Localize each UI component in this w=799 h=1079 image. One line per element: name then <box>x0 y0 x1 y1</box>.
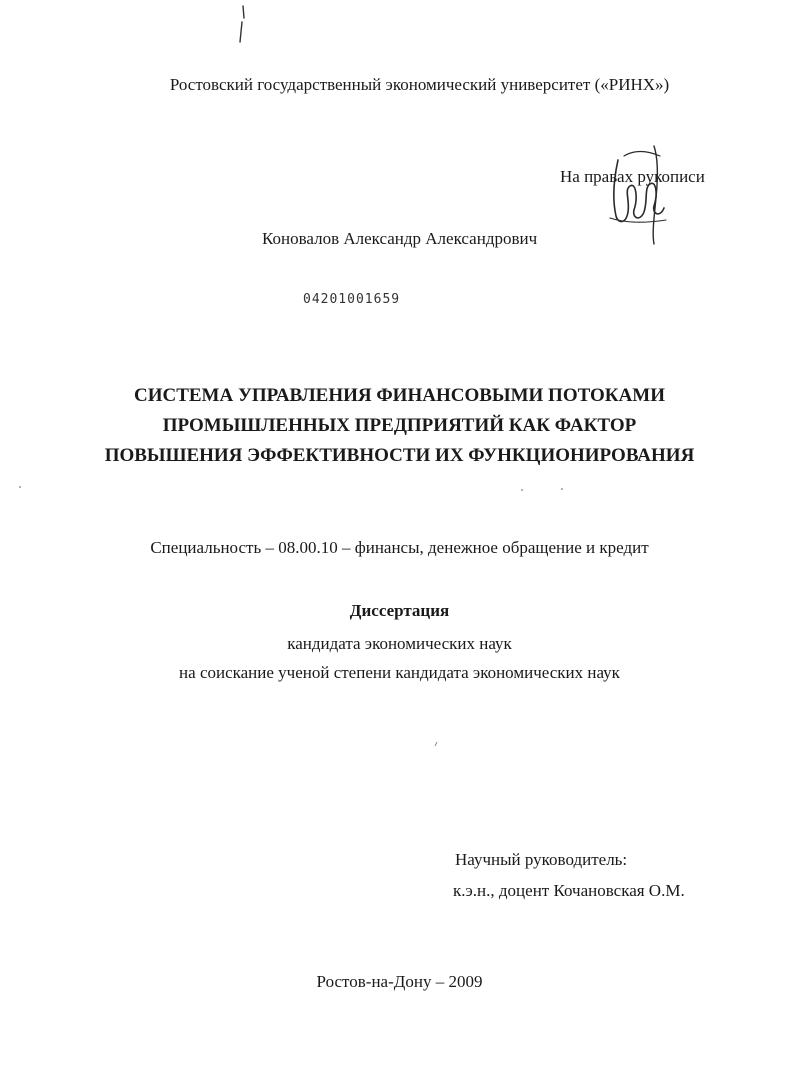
catalog-number: 04201001659 <box>303 292 401 307</box>
scan-mark-top <box>236 4 250 46</box>
university-name: Ростовский государственный экономический университет («РИНХ») <box>169 75 670 94</box>
title-line: СИСТЕМА УПРАВЛЕНИЯ ФИНАНСОВЫМИ ПОТОКАМИ <box>133 385 666 406</box>
signature-icon <box>604 138 674 248</box>
manuscript-label: На правах рукописи <box>560 167 705 186</box>
title-line: ПРОМЫШЛЕННЫХ ПРЕДПРИЯТИЙ КАК ФАКТОР <box>162 415 637 436</box>
supervisor-name: к.э.н., доцент Кочановская О.М. <box>453 881 685 900</box>
author-name: Коновалов Александр Александрович <box>262 229 538 248</box>
scan-dot <box>434 741 438 747</box>
title-line: ПОВЫШЕНИЯ ЭФФЕКТИВНОСТИ ИХ ФУНКЦИОНИРОВАНИЯ <box>104 445 695 466</box>
city-year: Ростов-на-Дону – 2009 <box>316 972 483 991</box>
supervisor-label: Научный руководитель: <box>455 850 628 869</box>
specialty: Специальность – 08.00.10 – финансы, денежное обращение и кредит <box>150 538 649 557</box>
dissertation-title <box>0 381 799 471</box>
scan-dot <box>18 485 22 489</box>
scan-dot <box>560 487 564 491</box>
dissertation-label: Диссертация <box>349 601 450 620</box>
degree-line: на соискание ученой степени кандидата экономических наук <box>179 663 620 682</box>
scan-dot <box>520 488 524 492</box>
degree-line: кандидата экономических наук <box>287 634 512 653</box>
